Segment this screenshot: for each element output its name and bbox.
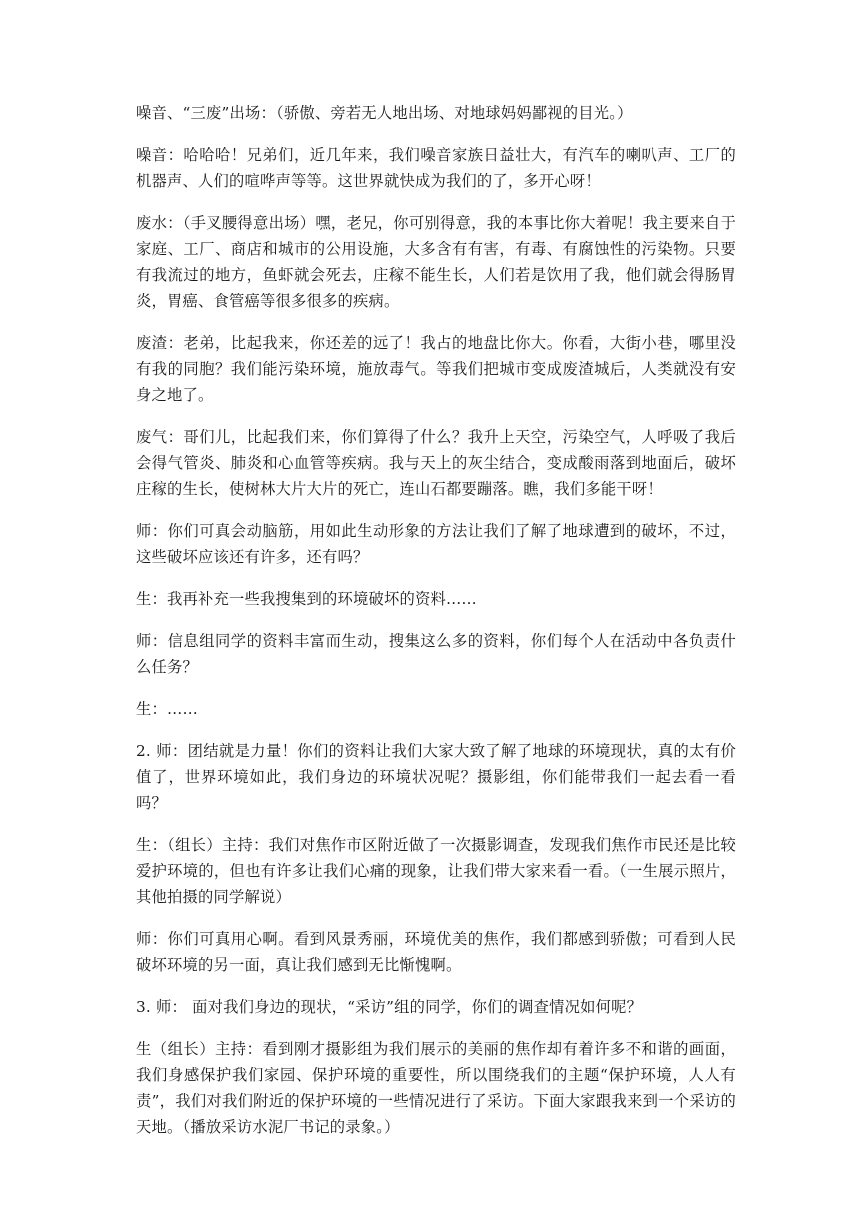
paragraph-teacher-2: 师：信息组同学的资料丰富而生动，搜集这么多的资料，你们每个人在活动中各负责什么任务？ <box>136 632 736 676</box>
paragraph-section-2: 2. 师：团结就是力量！你们的资料让我们大家大致了解了地球的环境现状，真的太有价值了，世界环境如此，我们身边的环境状况呢？摄影组，你们能带我们一起去看一看吗？ <box>136 742 736 812</box>
paragraph-waste-gas: 废气：哥们儿，比起我们来，你们算得了什么？我升上天空，污染空气，人呼吸了我后会得气管炎、肺炎和心血管等疾病。我与天上的灰尘结合，变成酸雨落到地面后，破坏庄稼的生长，使树林大片大片的死亡，连山石都要蹦落。瞧，我们多能干呀！ <box>136 428 736 498</box>
paragraph-interview-group: 生（组长）主持：看到刚才摄影组为我们展示的美丽的焦作却有着许多不和谐的画面，我们身感保护我们家园、保护环境的重要性，所以围绕我们的主题“保护环境，人人有责”，我们对我们附近的保护环境的一些情况进行了采访。下面大家跟我来到一个采访的天地。（播放采访水泥厂书记的录象。） <box>136 1040 736 1136</box>
paragraph-teacher-1: 师：你们可真会动脑筋，用如此生动形象的方法让我们了解了地球遭到的破坏，不过，这些破坏应该还有许多，还有吗？ <box>136 522 736 566</box>
paragraph-student-2: 生：…… <box>136 700 198 718</box>
paragraph-noise: 噪音：哈哈哈！兄弟们，近几年来，我们噪音家族日益壮大，有汽车的喇叭声、工厂的机器声、人们的喧哗声等等。这世界就快成为我们的了，多开心呀！ <box>136 146 736 190</box>
document-body <box>136 100 736 1156</box>
paragraph-stage-direction: 噪音、“三废”出场：（骄傲、旁若无人地出场、对地球妈妈鄙视的目光。） <box>136 104 633 122</box>
paragraph-waste-residue: 废渣：老弟，比起我来，你还差的远了！我占的地盘比你大。你看，大街小巷，哪里没有我的同胞？我们能污染环境，施放毒气。等我们把城市变成废渣城后，人类就没有安身之地了。 <box>136 334 736 404</box>
paragraph-wastewater: 废水：（手叉腰得意出场）嘿，老兄，你可别得意，我的本事比你大着呢！我主要来自于家庭、工厂、商店和城市的公用设施，大多含有有害，有毒、有腐蚀性的污染物。只要有我流过的地方，鱼虾就会死去，庄稼不能生长，人们若是饮用了我，他们就会得肠胃炎，胃癌、食管癌等很多很多的疾病。 <box>136 214 736 310</box>
paragraph-photography-group: 生：（组长）主持：我们对焦作市区附近做了一次摄影调查，发现我们焦作市民还是比较爱护环境的，但也有许多让我们心痛的现象，让我们带大家来看一看。（一生展示照片，其他拍摄的同学解说） <box>136 836 736 906</box>
paragraph-teacher-3: 师：你们可真用心啊。看到风景秀丽，环境优美的焦作，我们都感到骄傲；可看到人民破坏环境的另一面，真让我们感到无比惭愧啊。 <box>136 930 736 974</box>
paragraph-section-3: 3. 师： 面对我们身边的现状，“采访”组的同学，你们的调查情况如何呢？ <box>136 998 643 1016</box>
paragraph-student-1: 生：我再补充一些我搜集到的环境破坏的资料…… <box>136 590 477 608</box>
